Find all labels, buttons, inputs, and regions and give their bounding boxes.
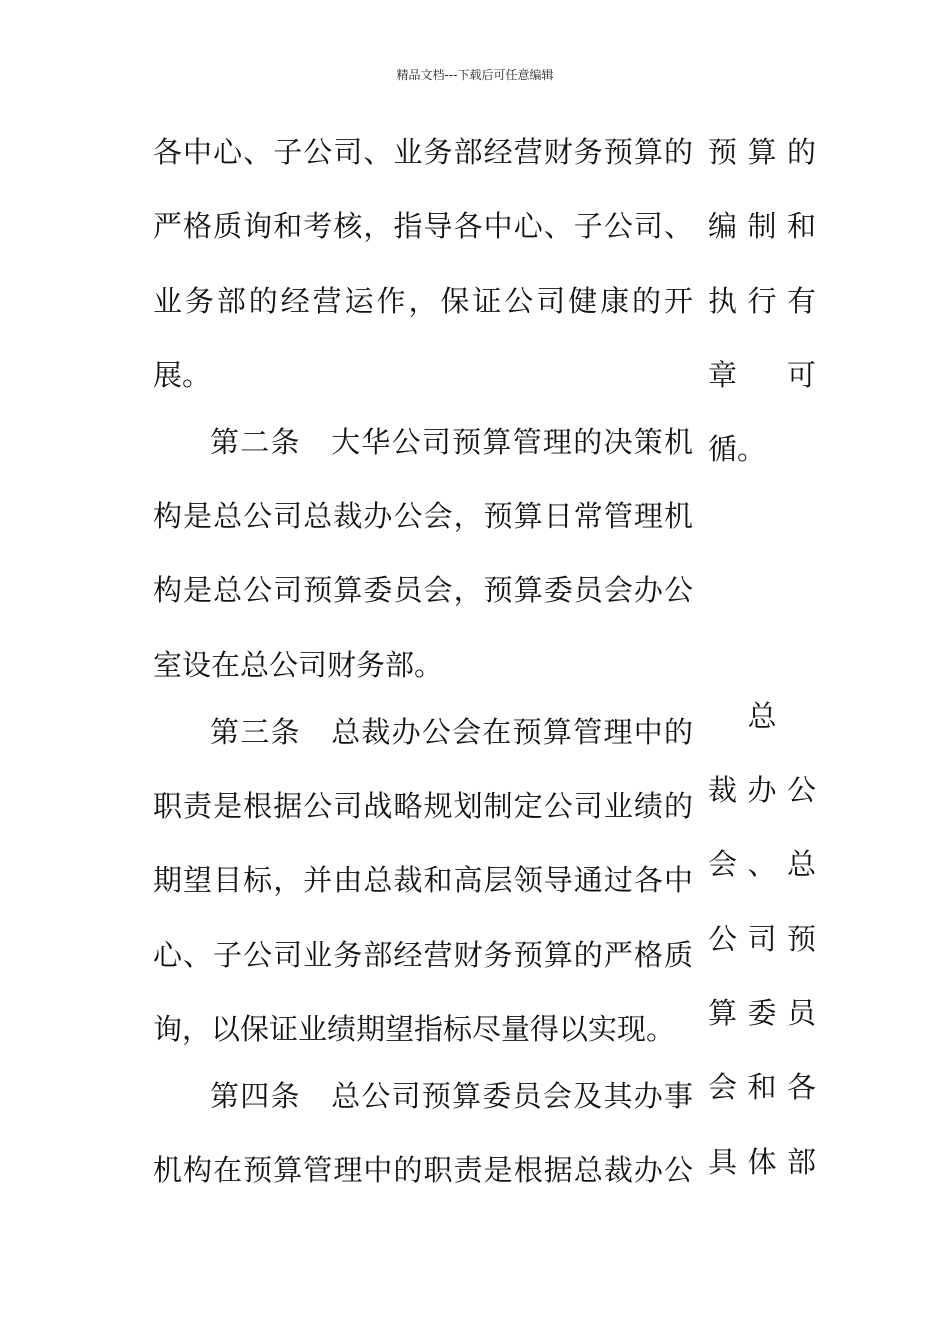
side-text-line: 预算的 [708, 135, 816, 169]
body-text-line: 业务部的经营运作，保证公司健康的开 [153, 284, 693, 318]
side-text-line: 裁办公 [708, 773, 816, 807]
body-text-line: 询，以保证业绩期望指标尽量得以实现。 [153, 1012, 676, 1046]
side-text-line: 执行有 [708, 284, 816, 318]
side-text-line: 章可 [708, 358, 816, 392]
side-text-line: 公司预 [708, 922, 816, 956]
article-heading-line: 第四条 总公司预算委员会及其办事 [210, 1079, 693, 1113]
side-text-line: 具体部 [708, 1145, 816, 1179]
side-text-line: 编制和 [708, 209, 816, 243]
side-text-line: 算委员 [708, 996, 816, 1030]
body-text-line: 构是总公司总裁办公会，预算日常管理机 [153, 499, 693, 533]
article-heading-line: 第三条 总裁办公会在预算管理中的 [210, 715, 693, 749]
body-text-line: 严格质询和考核，指导各中心、子公司、 [153, 209, 693, 243]
body-text-line: 心、子公司业务部经营财务预算的严格质 [153, 938, 693, 972]
body-text-line: 室设在总公司财务部。 [153, 648, 444, 682]
page-header: 精品文档---下载后可任意编辑 [396, 68, 554, 82]
body-text-line: 构是总公司预算委员会，预算委员会办公 [153, 573, 693, 607]
body-text-line: 期望目标，并由总裁和高层领导通过各中 [153, 863, 693, 897]
body-text-line: 展。 [153, 358, 212, 392]
body-text-line: 各中心、子公司、业务部经营财务预算的 [153, 135, 693, 169]
side-text-line: 会、总 [708, 847, 816, 881]
body-text-line: 机构在预算管理中的职责是根据总裁办公 [153, 1153, 693, 1187]
side-text-line: 会和各 [708, 1070, 816, 1104]
side-text-line: 总 [747, 699, 777, 733]
body-text-line: 职责是根据公司战略规划制定公司业绩的 [153, 789, 693, 823]
article-heading-line: 第二条 大华公司预算管理的决策机 [210, 425, 693, 459]
side-text-line: 循。 [708, 432, 767, 466]
